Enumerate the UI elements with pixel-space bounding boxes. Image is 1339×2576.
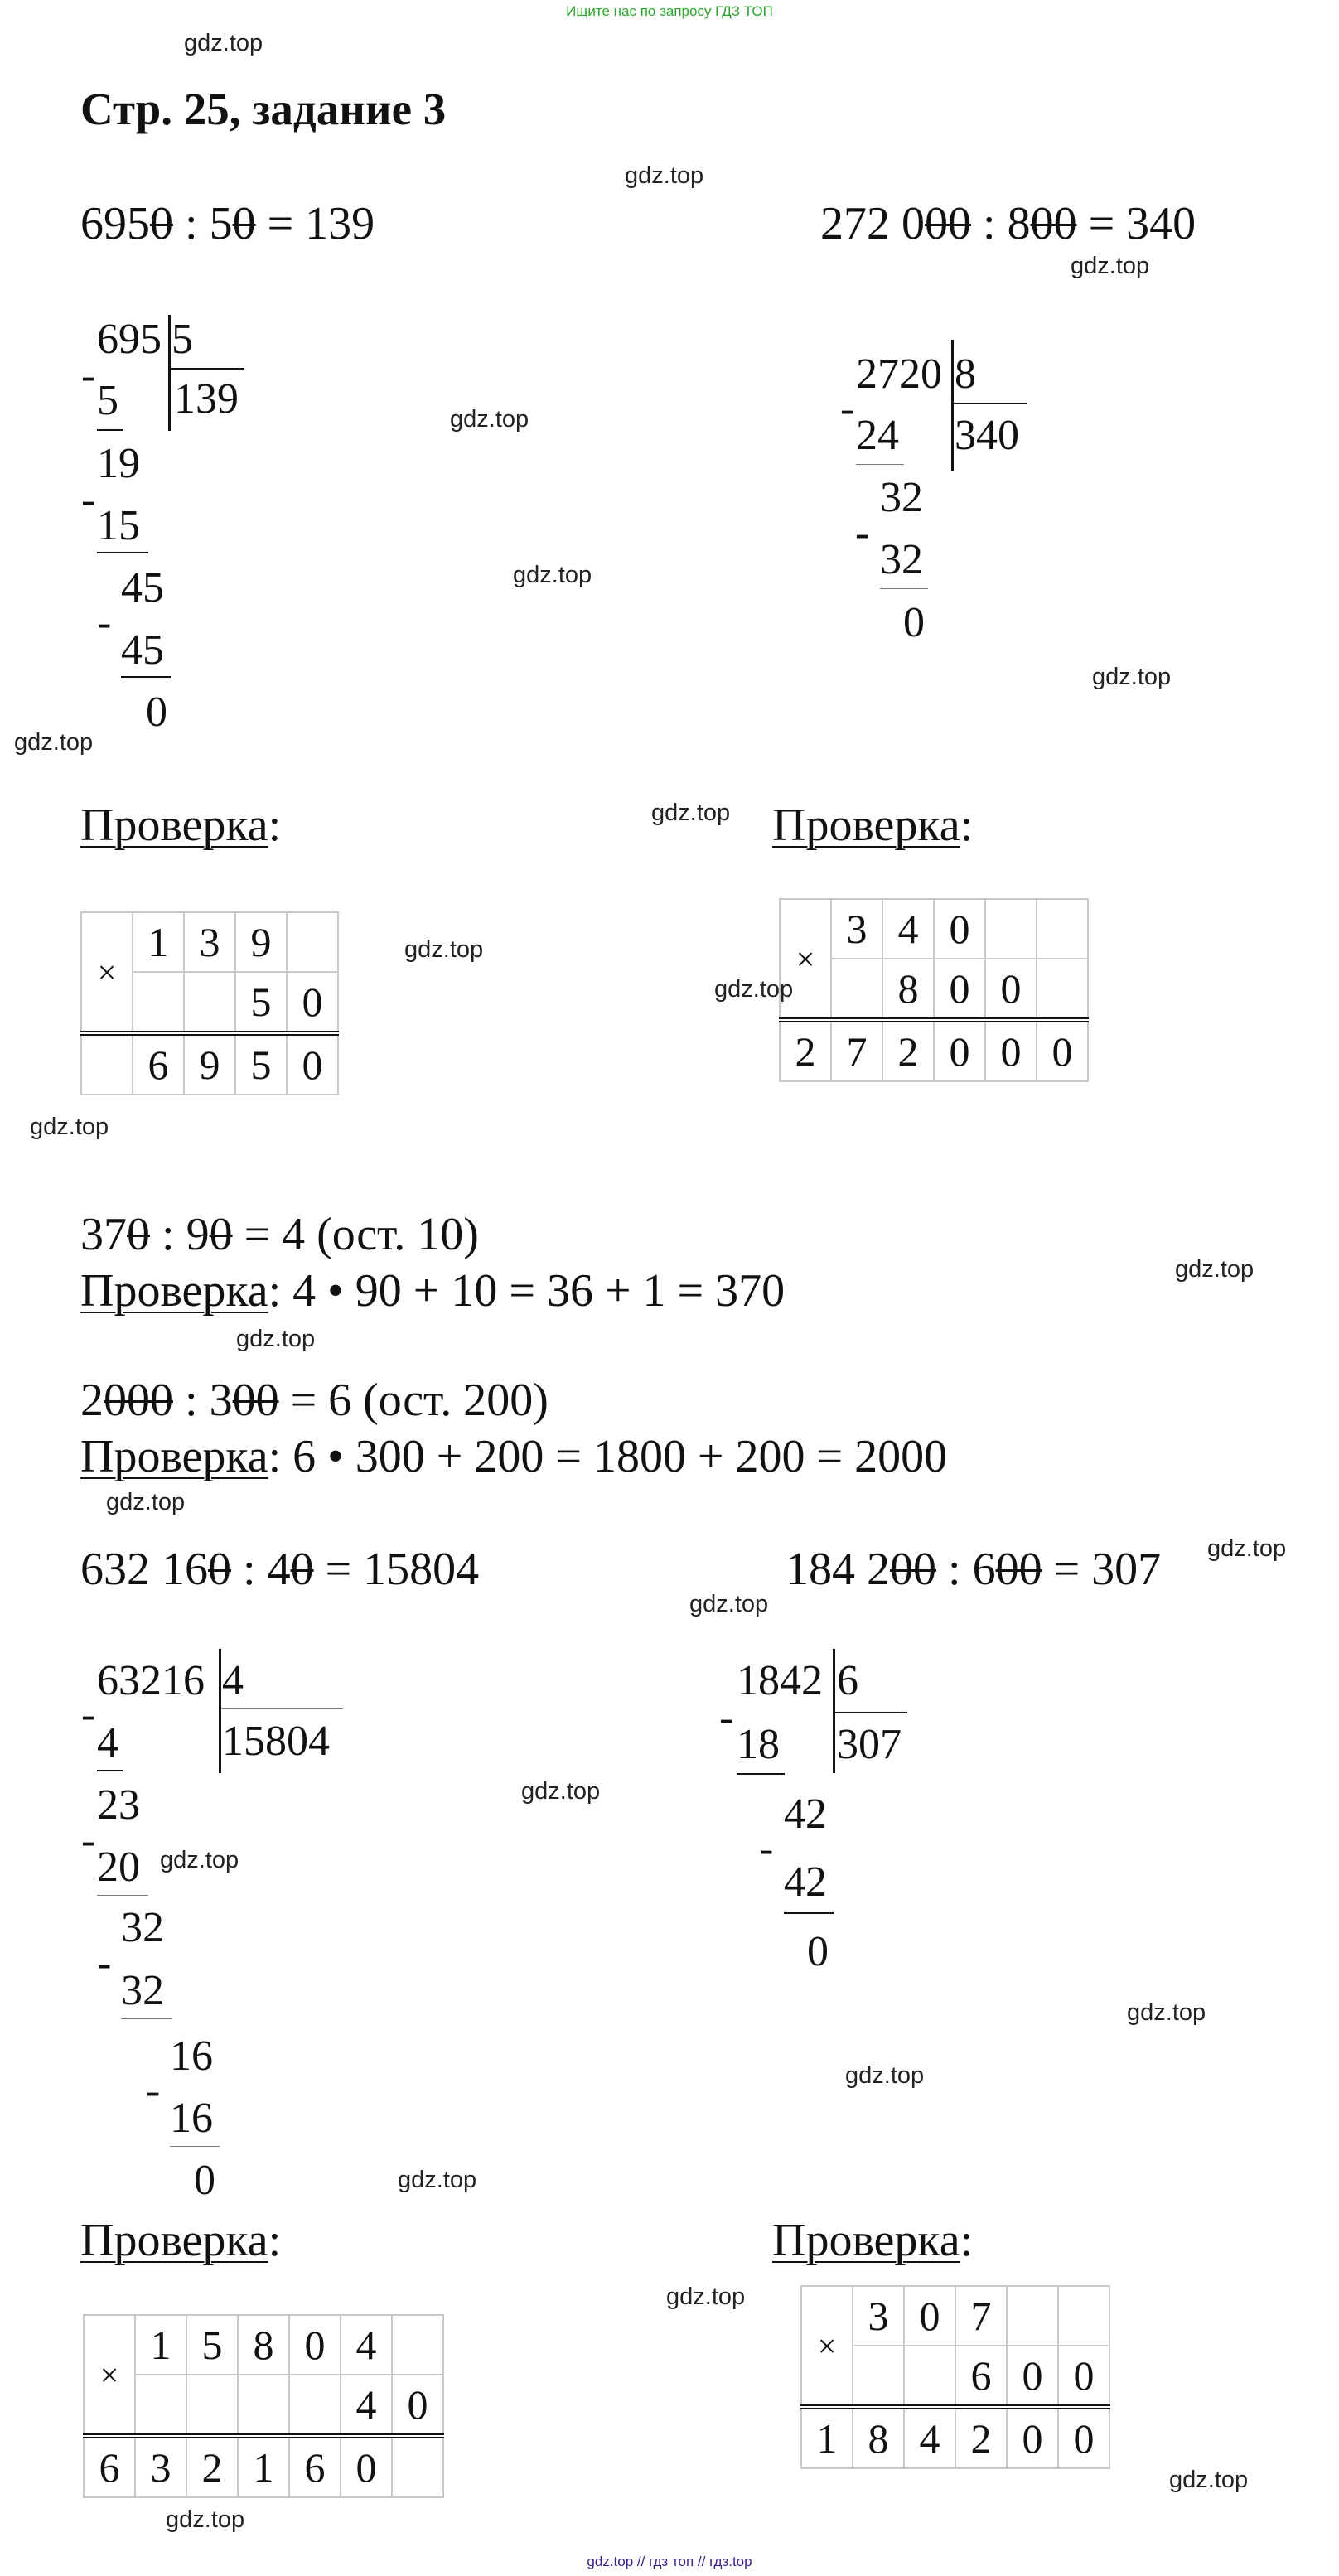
- watermark: gdz.top: [513, 562, 592, 588]
- watermark: gdz.top: [160, 1847, 239, 1873]
- dividend: 695: [97, 316, 162, 363]
- watermark: gdz.top: [398, 2167, 477, 2193]
- step: 16: [170, 2032, 213, 2080]
- step: 42: [784, 1858, 827, 1906]
- watermark: gdz.top: [30, 1114, 109, 1140]
- watermark: gdz.top: [106, 1489, 186, 1515]
- watermark: gdz.top: [625, 162, 704, 189]
- divisor: 6: [837, 1657, 858, 1704]
- divisor: 4: [222, 1657, 244, 1704]
- step: 32: [880, 474, 923, 521]
- step: 32: [121, 1967, 164, 2014]
- step: 16: [170, 2095, 213, 2142]
- equation-5: 632 160 : 40 = 15804: [80, 1544, 480, 1595]
- dividend: 272: [856, 350, 921, 398]
- step: 18: [737, 1721, 780, 1768]
- watermark: gdz.top: [845, 2062, 925, 2089]
- watermark: gdz.top: [236, 1326, 316, 1352]
- watermark: gdz.top: [689, 1591, 769, 1617]
- step: 5: [97, 377, 118, 424]
- step: 0: [903, 599, 925, 646]
- division-bar: [833, 1649, 835, 1773]
- check-heading: Проверка:: [772, 800, 974, 851]
- step: 0: [807, 1928, 829, 1975]
- watermark: gdz.top: [14, 729, 94, 756]
- division-bar: [219, 1649, 221, 1773]
- check-heading: Проверка:: [80, 2215, 282, 2266]
- watermark: gdz.top: [714, 976, 794, 1003]
- check-heading: Проверка:: [772, 2215, 974, 2266]
- step: 20: [97, 1844, 140, 1891]
- quotient-line: [170, 368, 244, 370]
- step: 15: [97, 502, 140, 549]
- step: 42: [784, 1791, 827, 1838]
- watermark: gdz.top: [404, 936, 484, 963]
- multiplication-check-2: × 3 4 0 8 0 0 2 7 2 0 0 0: [779, 898, 1089, 1082]
- watermark: gdz.top: [166, 2506, 245, 2533]
- step: 4: [97, 1719, 118, 1766]
- watermark: gdz.top: [450, 406, 529, 433]
- multiplication-check-6: × 3 0 7 6 0 0 1 8 4 2 0 0: [800, 2285, 1110, 2469]
- quotient: 340: [955, 412, 1019, 459]
- watermark: gdz.top: [651, 800, 731, 826]
- watermark: gdz.top: [1169, 2467, 1249, 2493]
- top-note: Ищите нас по запросу ГДЗ ТОП: [566, 3, 773, 19]
- step: 32: [121, 1904, 164, 1951]
- step: 19: [97, 440, 140, 487]
- check-line-4: Проверка: 6 • 300 + 200 = 1800 + 200 = 2000: [80, 1431, 948, 1482]
- step: 32: [880, 536, 923, 583]
- watermark: gdz.top: [1175, 1256, 1254, 1283]
- division-bar: [168, 315, 171, 431]
- equation-6: 184 200 : 600 = 307: [786, 1544, 1162, 1595]
- step: 45: [121, 564, 164, 611]
- watermark: gdz.top: [1092, 664, 1172, 690]
- quotient: 139: [174, 375, 239, 423]
- step: 0: [146, 689, 167, 736]
- watermark: gdz.top: [1207, 1535, 1287, 1562]
- check-heading: Проверка:: [80, 800, 282, 851]
- divisor: 5: [172, 316, 193, 363]
- step: 0: [194, 2157, 215, 2204]
- footer: gdz.top // гдз топ // гдз.top: [587, 2554, 752, 2569]
- check-line-3: Проверка: 4 • 90 + 10 = 36 + 1 = 370: [80, 1265, 786, 1317]
- step: 23: [97, 1781, 140, 1829]
- step: 24: [856, 412, 899, 459]
- page-title: Стр. 25, задание 3: [80, 84, 447, 134]
- dividend: 63216: [97, 1657, 205, 1704]
- watermark: gdz.top: [1127, 1999, 1206, 2026]
- equation-4: 2000 : 300 = 6 (ост. 200): [80, 1375, 549, 1426]
- equation-2: 272 000 : 800 = 340: [820, 198, 1196, 249]
- watermark: gdz.top: [184, 30, 263, 56]
- quotient: 307: [837, 1721, 902, 1768]
- division-bar: [951, 340, 954, 471]
- watermark: gdz.top: [666, 2284, 746, 2310]
- divisor: 8: [955, 350, 976, 398]
- watermark: gdz.top: [521, 1778, 601, 1805]
- multiplication-check-1: × 1 3 9 5 0 6 9 5 0: [80, 911, 339, 1095]
- step: 45: [121, 626, 164, 674]
- equation-3: 370 : 90 = 4 (ост. 10): [80, 1209, 479, 1260]
- multiplication-check-5: × 1 5 8 0 4 4 0 6 3 2 1 6 0: [83, 2314, 444, 2498]
- dividend: 1842: [737, 1657, 823, 1704]
- equation-1: 6950 : 50 = 139: [80, 198, 375, 249]
- watermark: gdz.top: [1071, 253, 1150, 279]
- quotient: 15804: [222, 1718, 330, 1765]
